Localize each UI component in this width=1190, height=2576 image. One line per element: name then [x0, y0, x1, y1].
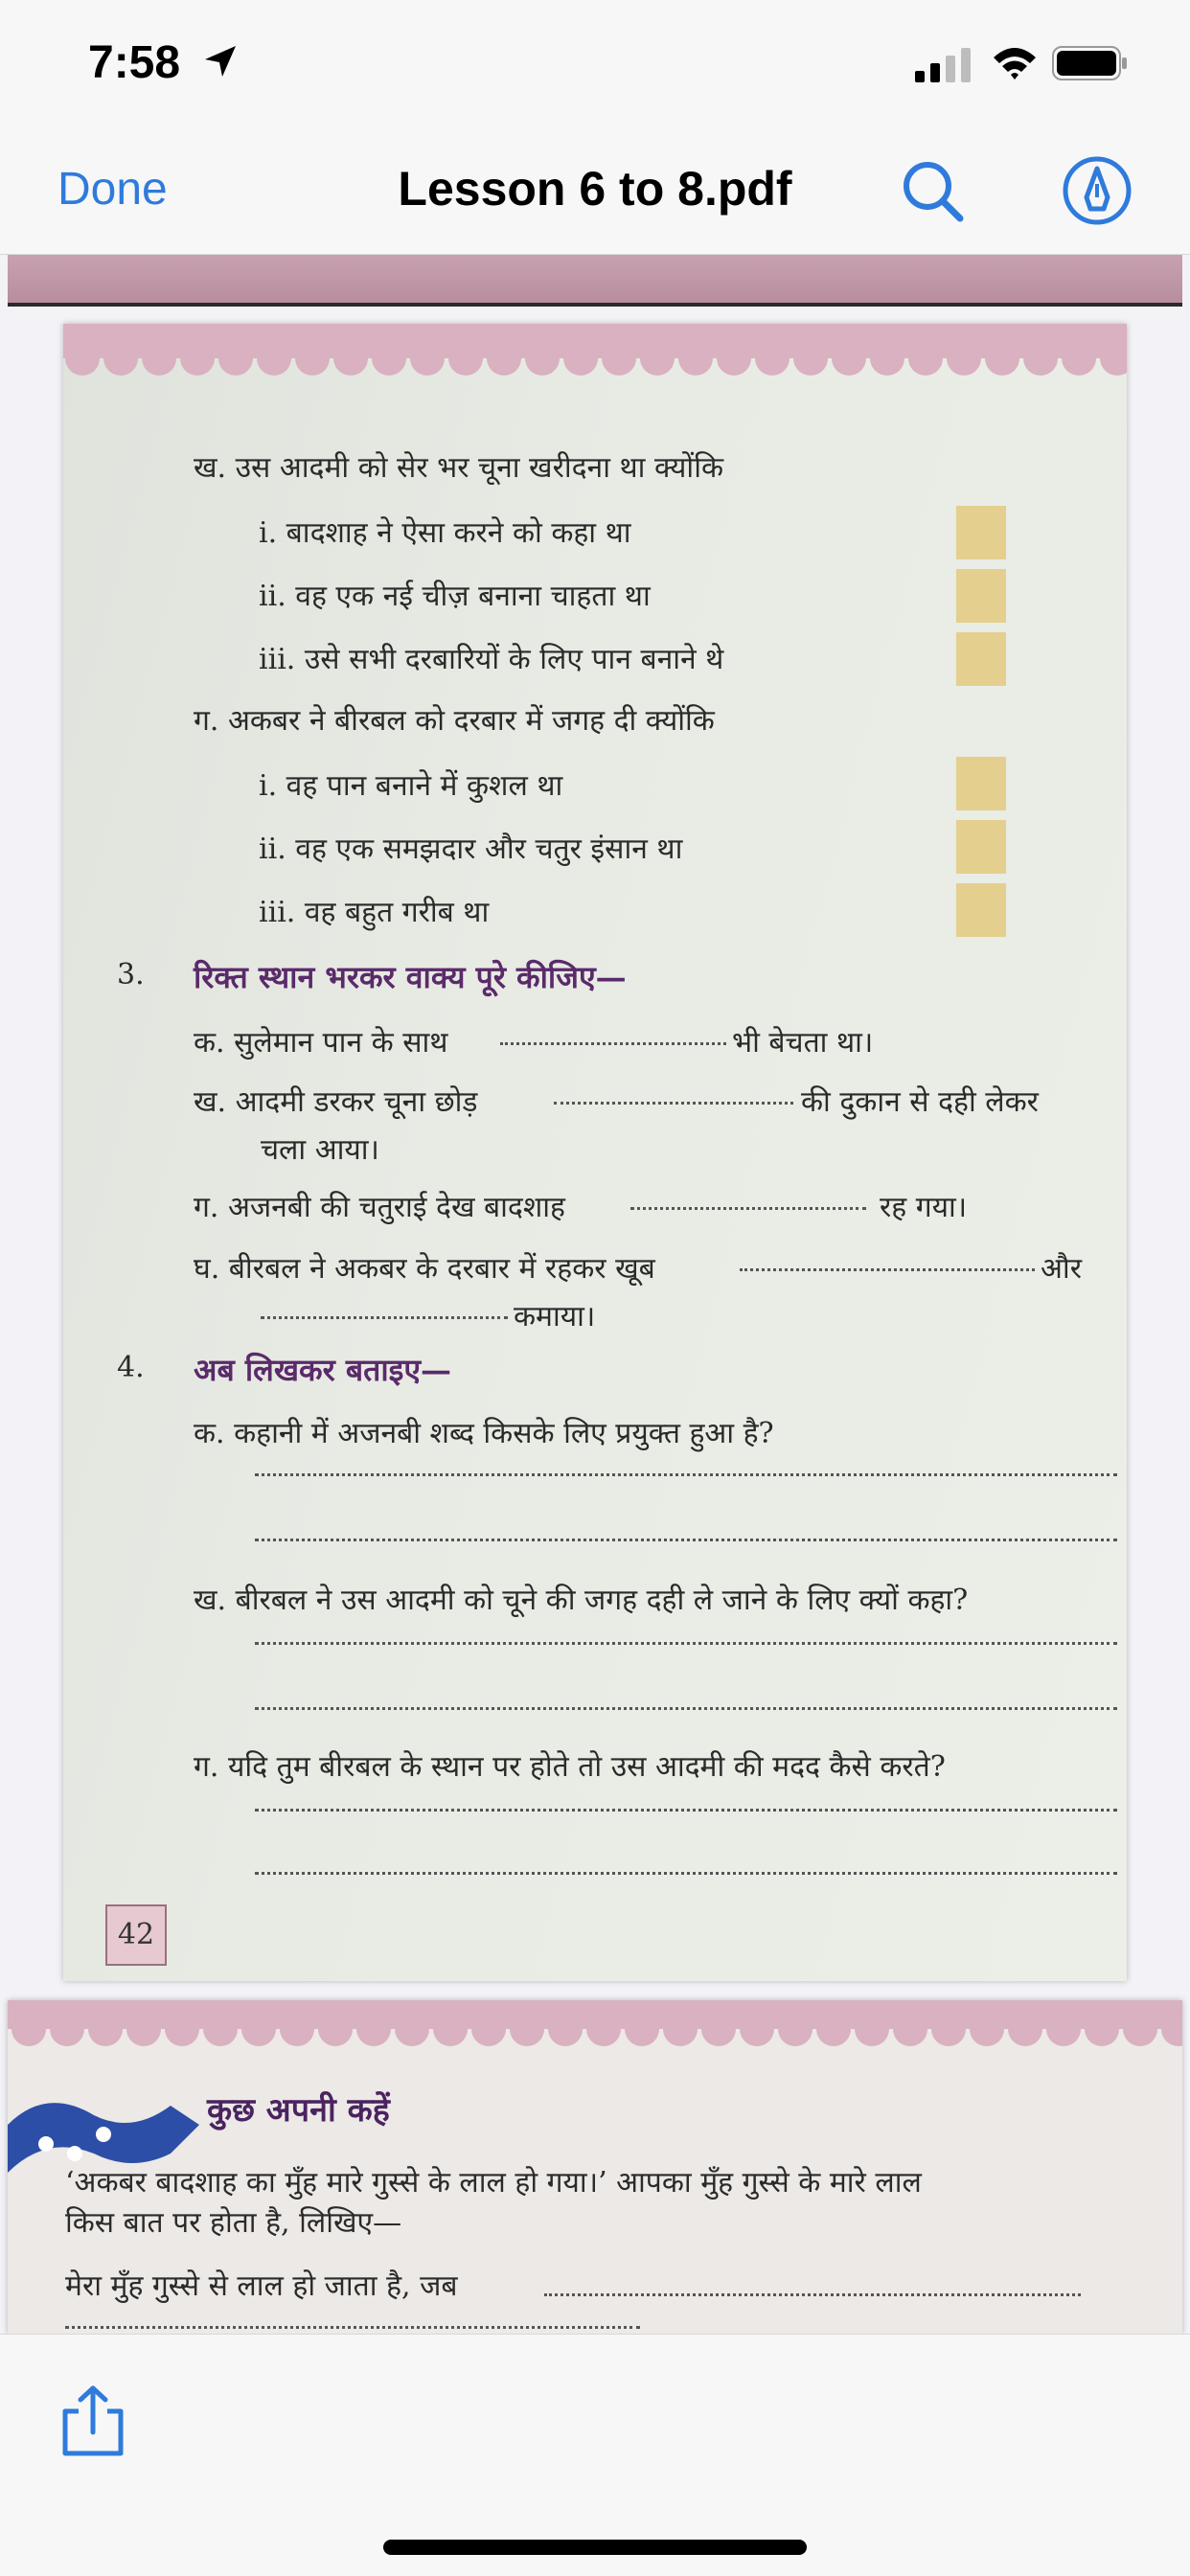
answer-box: [956, 569, 1006, 623]
fill-blank: [500, 1042, 726, 1045]
answer-box: [956, 506, 1006, 559]
fill-blank: [261, 1316, 508, 1319]
paragraph-line: किस बात पर होता है, लिखिए—: [65, 2206, 402, 2240]
nav-bar: [0, 134, 1190, 255]
previous-page-edge: [8, 255, 1182, 307]
fill-blank: [630, 1207, 866, 1210]
scalloped-border: [63, 324, 1127, 383]
option-text: i. बादशाह ने ऐसा करने को कहा था: [259, 516, 631, 550]
option-text: ii. वह एक नई चीज़ बनाना चाहता था: [259, 580, 651, 613]
status-bar: [0, 0, 1190, 134]
paragraph-line: ‘अकबर बादशाह का मुँह मारे गुस्से के लाल हो गया।’ आपका मुँह गुस्से के मारे लाल: [65, 2166, 922, 2200]
answer-box: [956, 757, 1006, 810]
document-title: Lesson 6 to 8.pdf: [398, 162, 792, 216]
scalloped-border: [8, 2000, 1182, 2056]
share-icon[interactable]: [57, 2382, 128, 2459]
question-3-heading: रिक्त स्थान भरकर वाक्य पूरे कीजिए—: [194, 959, 627, 995]
home-indicator[interactable]: [383, 2540, 807, 2555]
q3-ga-text-end: रह गया।: [880, 1191, 968, 1224]
question-number: 4.: [117, 1351, 145, 1384]
answer-line: [255, 1809, 1117, 1812]
q4-ga-text: ग. यदि तुम बीरबल के स्थान पर होते तो उस आदमी की मदद कैसे करते?: [194, 1750, 946, 1784]
answer-box: [956, 820, 1006, 874]
q3-ka-text: क. सुलेमान पान के साथ: [194, 1026, 448, 1060]
answer-line: [255, 1872, 1117, 1875]
pdf-page: [63, 324, 1127, 1981]
answer-line: [255, 1642, 1117, 1645]
fill-blank: [554, 1102, 793, 1105]
q3-kha-text-end: की दुकान से दही लेकर: [801, 1085, 1039, 1119]
answer-box: [956, 883, 1006, 937]
q4-ka-text: क. कहानी में अजनबी शब्द किसके लिए प्रयुक्त हुआ है?: [194, 1417, 774, 1450]
question-2-ga: ग. अकबर ने बीरबल को दरबार में जगह दी क्योंकि: [194, 704, 715, 738]
q3-kha-text: ख. आदमी डरकर चूना छोड़: [194, 1085, 478, 1119]
search-icon[interactable]: [899, 157, 966, 224]
fill-blank: [544, 2293, 1081, 2296]
option-text: i. वह पान बनाने में कुशल था: [259, 769, 563, 803]
question-4-heading: अब लिखकर बताइए—: [194, 1352, 452, 1388]
answer-line: [255, 1539, 1117, 1541]
markup-icon[interactable]: [1062, 155, 1133, 226]
answer-line: [255, 1707, 1117, 1710]
page-number: 42: [105, 1904, 167, 1966]
q3-gha-text-cont: कमाया।: [514, 1300, 596, 1334]
q3-kha-text-cont: चला आया।: [261, 1133, 379, 1167]
q3-gha-text: घ. बीरबल ने अकबर के दरबार में रहकर खूब: [194, 1252, 655, 1286]
paragraph-line: मेरा मुँह गुस्से से लाल हो जाता है, जब: [65, 2269, 458, 2303]
question-2-kha: ख. उस आदमी को सेर भर चूना खरीदना था क्योंकि: [194, 451, 724, 485]
fill-blank: [740, 1268, 1035, 1271]
q3-ka-text-end: भी बेचता था।: [732, 1026, 874, 1060]
cellular-signal-icon: [915, 48, 974, 82]
pdf-viewer[interactable]: [0, 255, 1190, 2334]
wifi-icon: [992, 44, 1038, 82]
q4-kha-text: ख. बीरबल ने उस आदमी को चूने की जगह दही ले जाने के लिए क्यों कहा?: [194, 1584, 969, 1617]
status-time: 7:58: [88, 37, 181, 88]
section-heading: कुछ अपनी कहें: [207, 2091, 390, 2130]
q3-ga-text: ग. अजनबी की चतुराई देख बादशाह: [194, 1191, 565, 1224]
option-text: iii. उसे सभी दरबारियों के लिए पान बनाने थे: [259, 643, 724, 676]
answer-box: [956, 632, 1006, 686]
answer-line: [255, 1473, 1117, 1476]
location-arrow-icon: [201, 42, 240, 80]
option-text: ii. वह एक समझदार और चतुर इंसान था: [259, 832, 683, 866]
q3-gha-text-end: और: [1041, 1252, 1082, 1286]
question-number: 3.: [117, 958, 145, 992]
fill-blank: [65, 2326, 640, 2329]
option-text: iii. वह बहुत गरीब था: [259, 896, 490, 929]
done-button[interactable]: Done: [57, 164, 168, 215]
bottom-toolbar: [0, 2334, 1190, 2576]
battery-icon: [1052, 44, 1129, 82]
pdf-page-next: [8, 2000, 1182, 2334]
